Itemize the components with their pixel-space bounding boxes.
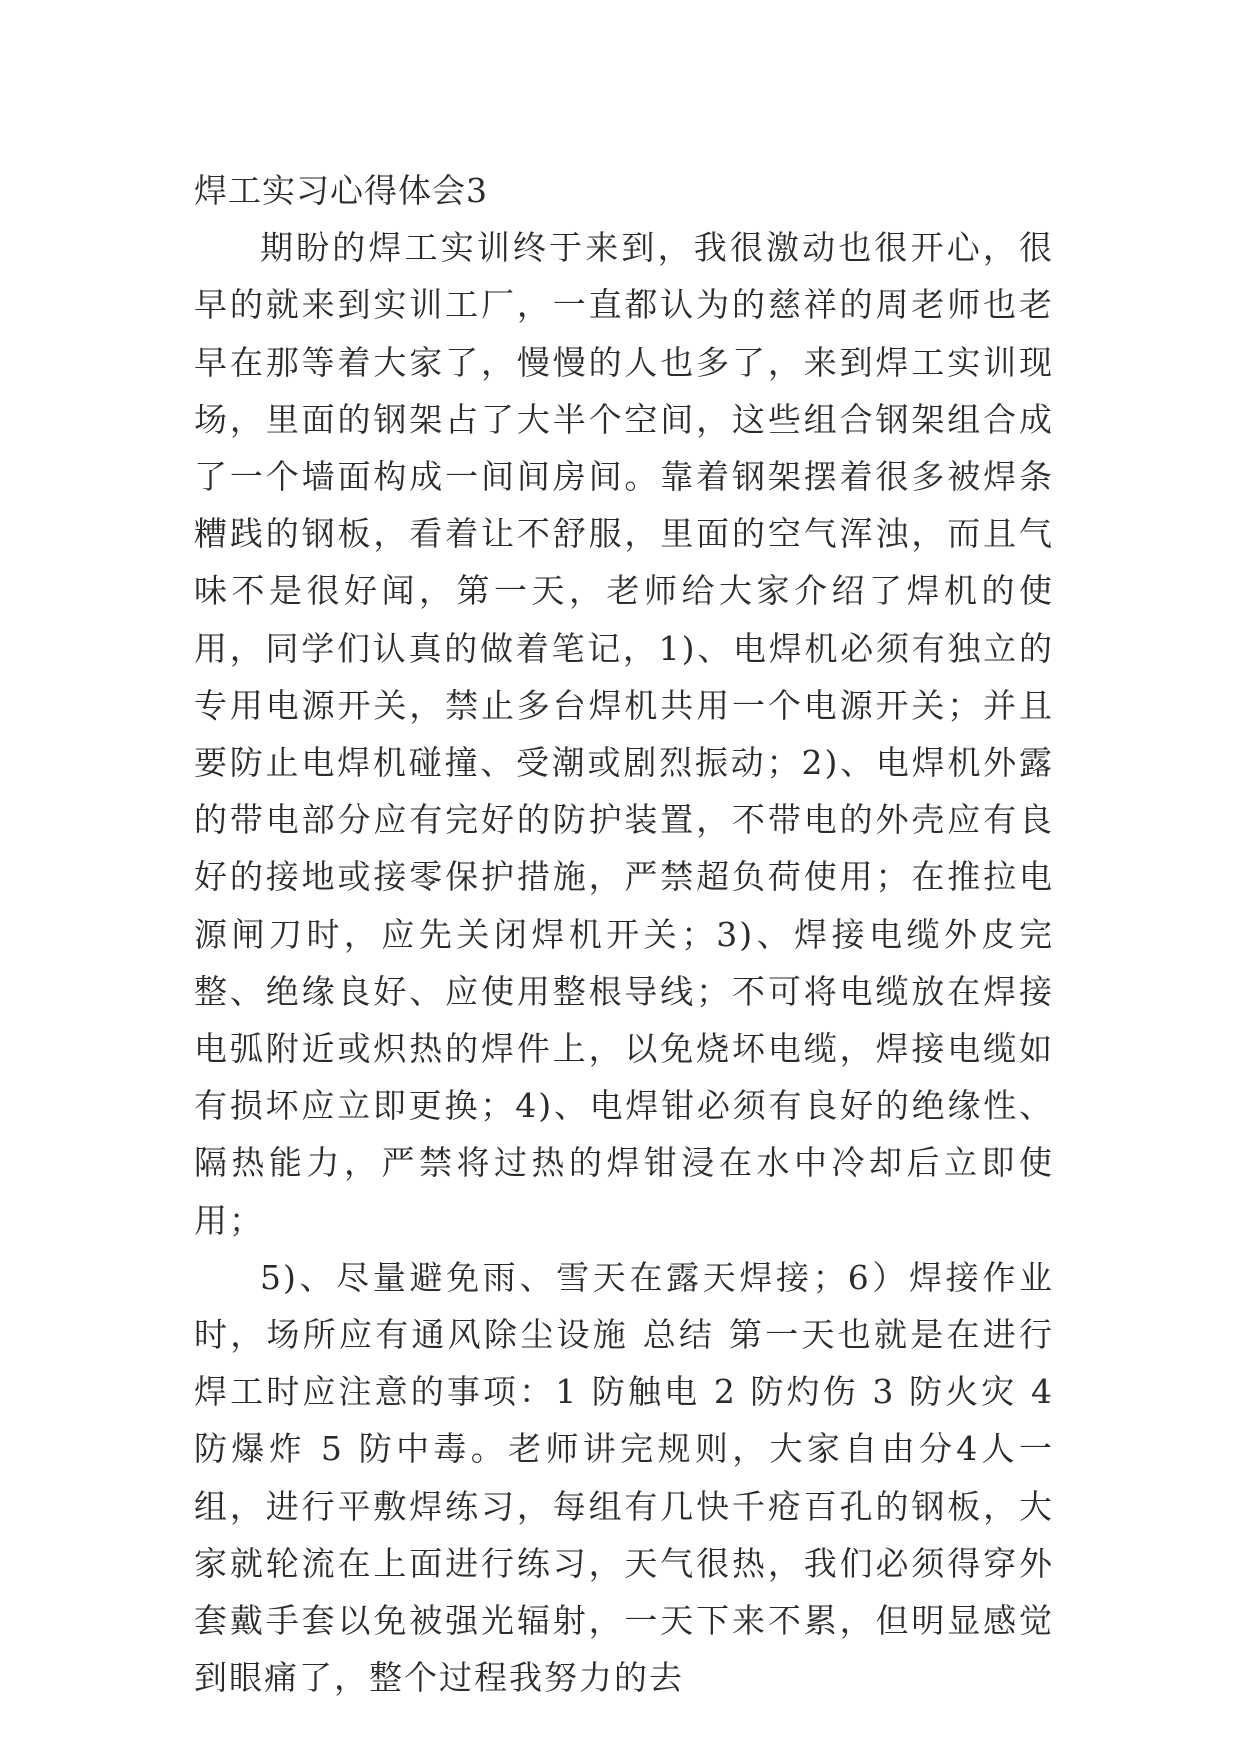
paragraph-2: 5)、尽量避免雨、雪天在露天焊接；6）焊接作业时，场所应有通风除尘设施 总结 第一天也就是在进行焊工时应注意的事项：1 防触电 2 防灼伤 3 防火灾 4 防爆炸 5 防中毒。老师讲完规则，大家自由分4人一组，进行平敷焊练习，每组有几快千疮百孔的钢板，大家就轮流在上面进行练习，天气很热，我们必须得穿外套戴手套以免被强光辐射，一天下来不累，但明显感觉到眼痛了，整个过程我努力的去 xyxy=(194,1257,1054,1698)
document-body xyxy=(194,162,1054,1706)
document-title: 焊工实习心得体会3 xyxy=(194,171,488,210)
paragraph-1: 期盼的焊工实训终于来到，我很激动也很开心，很早的就来到实训工厂，一直都认为的慈祥的周老师也老早在那等着大家了，慢慢的人也多了，来到焊工实训现场，里面的钢架占了大半个空间，这些组合钢架组合成了一个墙面构成一间间房间。靠着钢架摆着很多被焊条糟践的钢板，看着让不舒服，里面的空气浑浊，而且气味不是很好闻，第一天，老师给大家介绍了焊机的使用，同学们认真的做着笔记，1)、电焊机必须有独立的专用电源开关，禁止多台焊机共用一个电源开关；并且要防止电焊机碰撞、受潮或剧烈振动；2)、电焊机外露的带电部分应有完好的防护装置，不带电的外壳应有良好的接地或接零保护措施，严禁超负荷使用；在推拉电源闸刀时，应先关闭焊机开关；3)、焊接电缆外皮完整、绝缘良好、应使用整根导线；不可将电缆放在焊接电弧附近或炽热的焊件上，以免烧坏电缆，焊接电缆如有损坏应立即更换；4)、电焊钳必须有良好的绝缘性、隔热能力，严禁将过热的焊钳浸在水中冷却后立即使用； xyxy=(194,228,1054,1240)
